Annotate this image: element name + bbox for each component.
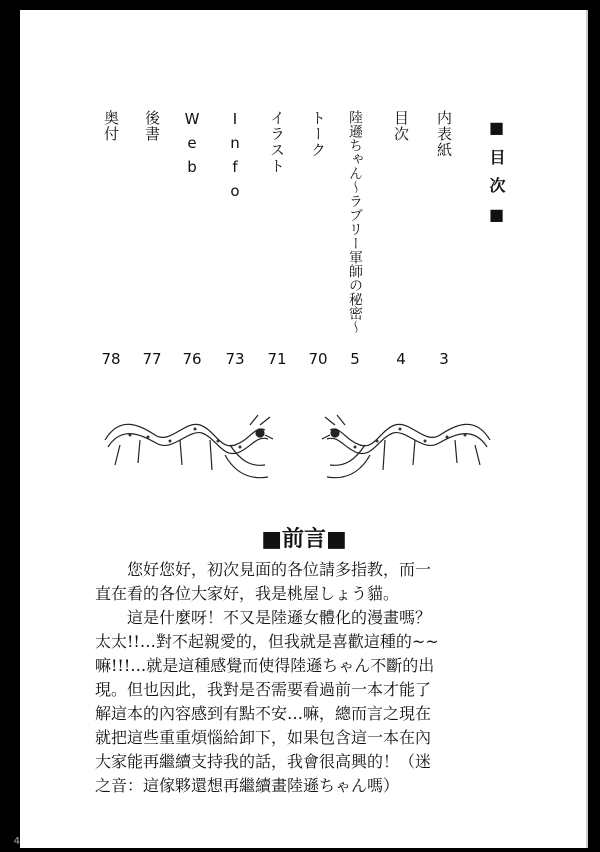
preface-line: 直在看的各位大家好，我是桃屋しょう貓。 [95,584,400,603]
preface-line: 嘛!!!…就是這種感覺而使得陸遜ちゃん不斷的出 [95,656,435,675]
toc-entry [266,110,288,390]
toc-entry [344,110,366,390]
dragon-illustration-left [100,395,275,490]
toc-entry-page: 4 [396,350,406,368]
toc-entry-page: 77 [142,350,162,368]
document-page [20,10,588,848]
toc-entry-title: 奥付 [102,110,120,142]
preface-title: ■前言■ [261,526,347,552]
watermark: sex1l.com [259,819,381,843]
toc-entry-page: 3 [439,350,449,368]
toc-entry-title: 内表紙 [435,110,453,158]
toc-entry [390,110,412,390]
toc-entry-page: 78 [101,350,121,368]
toc-entry-page: 76 [182,350,202,368]
toc-entry-page: 70 [308,350,328,368]
toc-entry [100,110,122,390]
preface-line: 就把這些重重煩惱給卸下，如果包含這一本在內 [95,728,432,747]
page-number: 4 [13,836,20,847]
toc-entry-title: Info [226,110,244,206]
toc-entry-title: 陸遜ちゃん〜ラブリー軍師の秘密〜 [347,110,363,334]
table-of-contents [20,110,588,390]
toc-entry-title: イラスト [268,110,286,174]
toc-heading: ■目次■ [487,118,506,236]
preface-line: 現。但也因此，我對是否需要看過前一本才能了 [95,680,432,699]
preface-text [95,558,505,798]
preface-line: 太太!!…對不起親愛的，但我就是喜歡這種的~~ [95,632,439,651]
toc-entry [224,110,246,390]
toc-entry-title: トーク [309,110,327,158]
toc-entry-title: 後書 [143,110,161,142]
preface-line: 大家能再繼續支持我的話，我會很高興的！（迷 [95,752,432,771]
preface-line: 您好您好，初次見面的各位請多指教，而一 [95,560,432,579]
preface-line: 解這本的內容感到有點不安…嘛，總而言之現在 [95,704,432,723]
toc-entry [307,110,329,390]
toc-entry-page: 71 [267,350,287,368]
toc-entry [433,110,455,390]
toc-entry [141,110,163,390]
preface-line: 這是什麼呀！不又是陸遜女體化的漫畫嗎？ [95,608,432,627]
toc-entry-page: 73 [225,350,245,368]
toc-entry-title: 目次 [392,110,410,142]
toc-entry-title: Web [183,110,201,182]
dragon-illustration-right [320,395,495,490]
preface-line: 之音：這傢夥還想再繼續畫陸遜ちゃん嗎） [95,776,400,795]
toc-entry-page: 5 [350,350,360,368]
toc-entry [181,110,203,390]
